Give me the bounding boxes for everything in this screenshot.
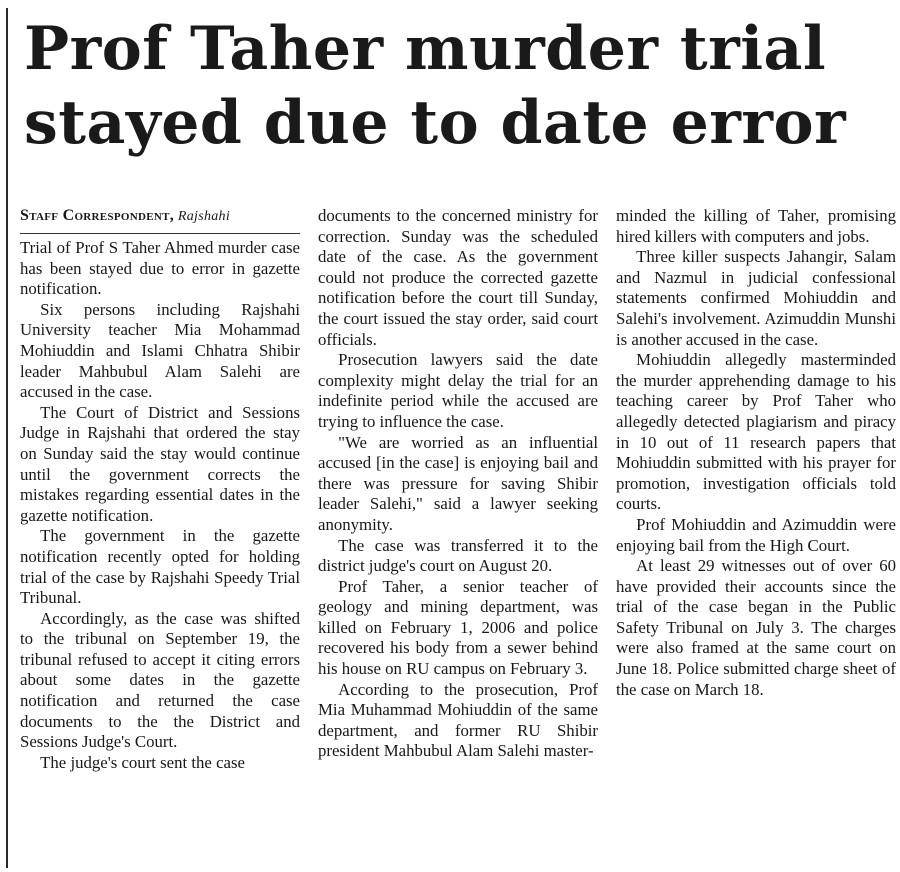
paragraph: Three killer suspects Jahangir, Salam and Nazmul in judicial confessional statements confirmed Mohiuddin and Salehi's involvement. Azimuddin Munshi is another accused in the case. — [616, 247, 896, 349]
paragraph-start: According to the prosecution, Prof Mia Muhammad Mohiuddin of the same department, and former RU Shibir president Mahbubul Alam Salehi master- — [318, 679, 598, 761]
paragraph: Prof Mohiuddin and Azimuddin were enjoying bail from the High Court. — [616, 514, 896, 555]
headline-line-1: Prof Taher murder trial — [24, 14, 827, 84]
byline-location: Rajshahi — [177, 209, 231, 224]
paragraph: Accordingly, as the case was shifted to the tribunal on September 19, the tribunal refused to accept it citing errors about some dates in the gazette notification and returned the case documents to the the District and Sessions Judge's Court. — [20, 608, 300, 752]
paragraph: The government in the gazette notification recently opted for holding trial of the case by Rajshahi Speedy Trial Tribunal. — [20, 526, 300, 608]
paragraph: Trial of Prof S Taher Ahmed murder case has been stayed due to error in gazette notification. — [20, 238, 300, 299]
paragraph: Prof Taher, a senior teacher of geology and mining department, was killed on February 1, 2006 and police recovered his body from a sewer behind his house on RU campus on February 3. — [318, 576, 598, 679]
paragraph: "We are worried as an influential accused [in the case] is enjoying bail and there was pressure for saving Shibir leader Salehi," said a lawyer seeking anonymity. — [318, 432, 598, 534]
headline — [24, 12, 894, 160]
paragraph: The Court of District and Sessions Judge in Rajshahi that ordered the stay on Sunday said the stay would continue until the government corrects the mistakes regarding essential dates in the gazette notification. — [20, 402, 300, 525]
column-rule — [6, 8, 8, 868]
byline — [20, 206, 300, 234]
paragraph: Prosecution lawyers said the date complexity might delay the trial for an indefinite period while the accused are trying to influence the case. — [318, 350, 598, 431]
paragraph-start: The judge's court sent the case — [40, 752, 245, 772]
article-column-2 — [318, 206, 598, 762]
headline-line-2: stayed due to date error — [24, 88, 847, 158]
paragraph-continued: documents to the concerned ministry for correction. Sunday was the scheduled date of the case. As the government could not produce the corrected gazette notification before the court till Sunday, the court issued the stay order, said court officials. — [318, 206, 598, 349]
paragraph-continued: minded the killing of Taher, promising hired killers with computers and jobs. — [616, 206, 896, 246]
article-column-1 — [20, 206, 300, 773]
paragraph: At least 29 witnesses out of over 60 have provided their accounts since the trial of the case began in the Public Safety Tribunal on July 3. The charges were also framed at the same court on June 18. Police submitted charge sheet of the case on March 18. — [616, 556, 896, 699]
byline-author: Staff Correspondent, — [20, 207, 175, 224]
paragraph: Mohiuddin allegedly masterminded the murder apprehending damage to his teaching career by Prof Taher who allegedly detected plagiarism and piracy in 10 out of 11 research papers that Mohiuddin submitted with his prayer for promotion, investigation officials told courts. — [616, 350, 896, 514]
paragraph: Six persons including Rajshahi University teacher Mia Mohammad Mohiuddin and Islami Chhatra Shibir leader Mahbubul Alam Salehi are accused in the case. — [20, 299, 300, 402]
article-column-3 — [616, 206, 896, 700]
paragraph: The case was transferred it to the district judge's court on August 20. — [318, 535, 598, 576]
